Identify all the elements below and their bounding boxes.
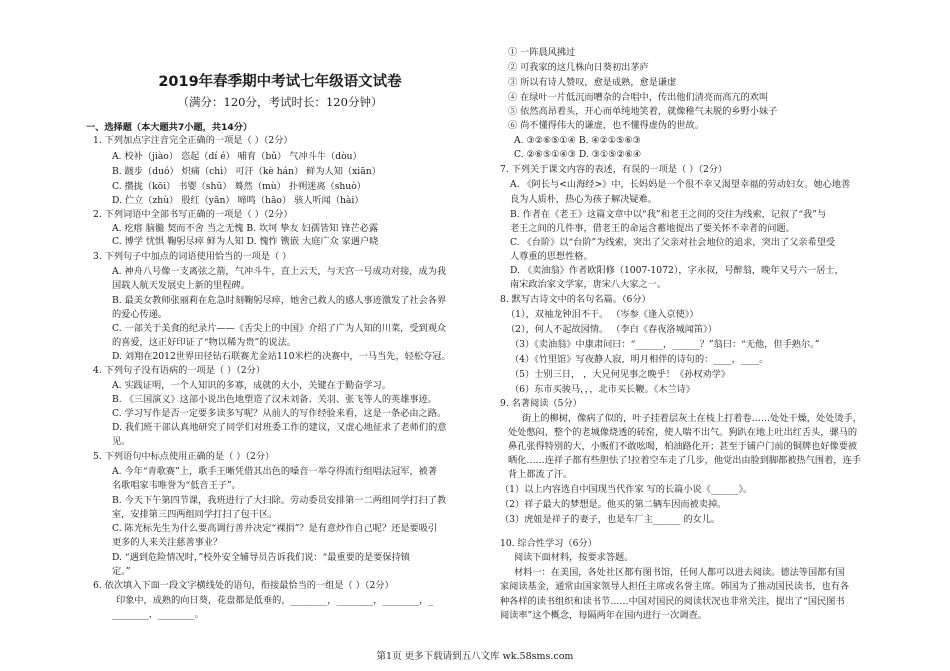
q7-option-b-cont: 老王之间的几件事，借老王的命运含蓄地提出了要关怀不幸者的问题。 xyxy=(510,223,795,234)
q9-passage-2: 处处憋闷，整个的老城像烧透的砖窑，使人喘不出气。狗趴在地上吐出红舌头，骡马的 xyxy=(508,427,858,438)
question-9: 9. 名著阅读（5分） xyxy=(500,398,582,409)
question-2: 2. 下列词语中全部书写正确的一项是（ ）（2分） xyxy=(93,209,293,220)
q4-option-d-cont: 见。 xyxy=(112,436,131,447)
question-6: 6. 依次填入下面一段文字横线处的语句，衔接最恰当的一组是（ ）（2分） xyxy=(93,580,394,591)
q1-option-d: D. 伫立（zhù） 殷红（yān） 啼鸣（hāo） 骇人听闻（hài） xyxy=(112,195,364,206)
q10-instruction: 阅读下面材料，按要求答题。 xyxy=(514,552,634,563)
q9-passage-5: 背上都流了汗。 xyxy=(508,469,573,480)
q7-option-c: C. 《台阶》以“台阶”为线索，突出了父亲对社会地位的追求，突出了父亲希望受 xyxy=(510,237,836,248)
q6-item-1: ① 一阵晨风拂过 xyxy=(508,47,576,58)
q9-passage-3: 鼻孔张得特别的大，小贩们不敢吆喝，柏油路化开；甚至于铺户门前的铜牌也好像要被 xyxy=(508,441,858,452)
q7-option-a-cont: 良为人质朴，热心为孩子解决疑难。 xyxy=(510,194,657,205)
q1-option-b: B. 踱步（duó） 炽痛（chì） 可汗（kè hán） 鲜为人知（xiān） xyxy=(112,166,381,177)
q5-option-d: D. “遇到危险情况时，”校外安全辅导员告诉我们说：“最重要的是要保持镇 xyxy=(112,552,410,563)
q3-option-b-cont: 的爱心传递。 xyxy=(112,309,168,320)
q3-option-c: C. 一部关于美食的纪录片——《舌尖上的中国》介绍了广为人知的川菜，受到观众 xyxy=(112,323,447,334)
q2-options-ab: A. 疙瘩 脑髓 契而不舍 当之无愧 B. 坎坷 挚友 妇孺皆知 锋芒必露 xyxy=(112,223,379,234)
q9-sub-1: （1）以上内容选自中国现当代作家 写的长篇小说《______》。 xyxy=(500,484,753,495)
question-7: 7. 下列关于课文内容的表述，有误的一项是（ ）（2分） xyxy=(500,164,728,175)
question-8: 8. 默写古诗文中的名句名篇。（6分） xyxy=(500,294,651,305)
q9-sub-3: （3）虎妞是祥子的妻子，也是车厂主______ 的女儿。 xyxy=(500,514,721,525)
question-3: 3. 下列句子中加点的词语使用恰当的一项是（ ） xyxy=(93,251,292,262)
exam-title: 2019年春季期中考试七年级语文试卷 xyxy=(158,74,402,90)
q7-option-b: B. 作者在《老王》这篇文章中以“我”和老王之间的交往为线索，记叙了“我”与 xyxy=(510,209,827,220)
q10-material-3: 种各样的读书组织和读书节……中国对国民的阅读状况也非常关注，提出了“国民图书 xyxy=(500,596,845,607)
q5-option-c: C. 陈光标先生为什么要高调行善并决定“裸捐”？是有意炒作自己呢？还是要吸引 xyxy=(112,523,438,534)
q3-option-b: B. 最美女教师张丽莉在危急时刻鞠躬尽瘁，她舍己救人的感人事迹激发了社会各界 xyxy=(112,295,447,306)
q8-item-2: （2），何人不起故园情。 （李白《春夜洛城闻笛》） xyxy=(506,324,717,335)
q4-option-a: A. 实践证明，一个人知识的多寡，成就的大小，关键在于勤奋学习。 xyxy=(112,380,391,391)
q6-item-3: ③ 所以有诗人赞叹，愈是成熟，愈是谦虚 xyxy=(508,77,677,88)
exam-subtitle: （满分：120分，考试时长：120分钟） xyxy=(177,95,383,109)
q5-option-a-cont: 名歌唱家韦唯誉为“低音王子”。 xyxy=(112,480,241,491)
q8-item-4: （4）《竹里馆》写夜静人寂，明月相伴的诗句的：____，____。 xyxy=(510,354,769,365)
q5-option-a: A. 今年“青歌赛”上，歌手王晰凭借其出色的嗓音一举夺得流行组唱法冠军，被著 xyxy=(112,466,438,477)
q8-item-3: （3）《卖油翁》中康肃问曰：“______，______？”翁曰：“无他，但手熟尔。” xyxy=(510,339,820,350)
q7-option-d-cont: 南宋政治家文学家，唐宋八大家之一。 xyxy=(510,279,667,290)
q8-item-5: （5）士别三日， ，大兄何见事之晚乎！《孙权劝学》 xyxy=(510,369,731,380)
question-4: 4. 下列句子没有语病的一项是（ ）（2分） xyxy=(93,365,266,376)
q10-material-2: 家阅读基金，通常由国家领导人担任主席或名誉主席。韩国为了推动国民读书，也有各 xyxy=(500,581,850,592)
question-5: 5. 下列语句中标点使用正确的是（ ）（2分） xyxy=(93,451,275,462)
q1-option-a: A. 校补（jiào） 恣起（dí é） 哺育（bǔ） 气冲斗牛（dòu） xyxy=(112,151,362,162)
q3-option-d: D. 刘翔在2012世界田径钻石联赛尤金站110米栏的决赛中，一马当先，轻松夺冠。 xyxy=(112,351,451,362)
q3-option-a: A. 神舟八号像一支离弦之箭，气冲斗牛，直上云天，与天宫一号成功对接，成为我 xyxy=(112,266,447,277)
q5-option-b: B. 今天下午第四节课，我班进行了大扫除。劳动委员安排第一二两组同学打扫了教 xyxy=(112,495,447,506)
q6-options-ab: A. ③②⑥⑤①④ B. ④②①⑤⑥③ xyxy=(514,135,641,146)
q1-option-c: C. 攒拢（kōi） 书婴（shū） 蓦然（mù） 扑朔迷离（shuò） xyxy=(112,181,366,192)
q6-passage: 印象中，成熟的向日葵，花盘都是低垂的，________，________，________，_ xyxy=(116,595,433,606)
q6-item-5: ⑤ 依然高昂着头，开心而单纯地笑着，就像稚气未脱的乡野小妹子 xyxy=(508,106,778,117)
q4-option-c: C. 学习写作是否一定要多读多写呢？从前人的写作经验来看，这是一条必由之路。 xyxy=(112,408,447,419)
q3-option-a-cont: 国载人航天发展史上新的里程碑。 xyxy=(112,280,250,291)
q4-option-d: D. 我们班干部认真地研究了同学们对班委工作的建议，又虚心地征求了老师们的意 xyxy=(112,422,447,433)
q6-options-cd: C. ②⑥⑤①④③ D. ③①⑤②⑥④ xyxy=(514,149,642,160)
q5-option-d-cont: 定。” xyxy=(112,566,131,577)
q10-material: 材料一：在美国，各处社区都有图书馆，任何人都可以进去阅读。德法等国都有国 xyxy=(514,567,845,578)
question-10: 10. 综合性学习（6分） xyxy=(500,538,597,549)
q5-option-b-cont: 室，安排第三四两组同学打扫了包干区。 xyxy=(112,509,278,520)
q6-item-2: ② 可我家的这几株向日葵初出茅庐 xyxy=(508,62,649,73)
q6-item-4: ④ 在绿叶一片低沉而嘈杂的合唱中，传出他们清亮而高亢的欢叫 xyxy=(508,92,769,103)
q8-item-6: （6）东市买骏马，，，北市买长鞭。《木兰诗》 xyxy=(510,384,695,395)
q9-sub-2: （2）祥子最大的梦想是。他买的第二辆车因而被卖掉。 xyxy=(500,499,727,510)
question-1: 1. 下列加点字注音完全正确的一项是（ ）（2分） xyxy=(93,135,293,146)
q7-option-a: A. 《阿长与<山海经>》中，长妈妈是一个很不幸又渴望幸福的劳动妇女。她心地善 xyxy=(510,179,851,190)
q8-item-1: （1），双袖龙钟泪不干。 （岑参《逢入京使》） xyxy=(506,309,699,320)
section-heading: 一、选择题（本大题共7小题，共14分） xyxy=(86,122,253,133)
q6-passage-cont: ________，________。 xyxy=(112,609,204,620)
q4-option-b: B. 《三国演义》这部小说出色地塑造了汉末刘备、关羽、张飞等人的英雄事迹。 xyxy=(112,394,437,405)
q6-item-6: ⑥ 尚不懂得伟大的谦虚，也不懂得虚伪的世故。 xyxy=(508,120,704,131)
q3-option-c-cont: 的喜爱，这正好印证了“物以稀为贵”的说法。 xyxy=(112,337,296,348)
q9-passage-4: 晒化……连祥子都有些胆怯了!拉着空车走了几步，他觉出由脸到脚都被热气围着，连手 xyxy=(508,455,861,466)
q7-option-d: D. 《卖油翁》作者欧阳修（1007-1072），字永叔，号醉翁，晚年又号六一居士， xyxy=(510,265,844,276)
q7-option-c-cont: 人尊重的思想性格。 xyxy=(510,251,593,262)
page-footer: 第1页 更多下载请到五八文库 wk.58sms.com xyxy=(376,651,574,662)
q9-passage: 街上的柳树，像病了似的，叶子挂着层灰土在枝上打着卷……处处干燥，处处烫手， xyxy=(522,413,862,424)
q2-options-cd: C. 博学 忧惧 鞠躬尽瘁 鲜为人知 D. 愧怍 镌嵌 大庭广众 家遇户晓 xyxy=(112,236,379,247)
q10-material-4: 阅读率”这个概念，每隔两年在国内进行一次调查。 xyxy=(500,610,707,621)
q5-option-c-cont: 更多的人来关注慈善事业？ xyxy=(112,537,223,548)
